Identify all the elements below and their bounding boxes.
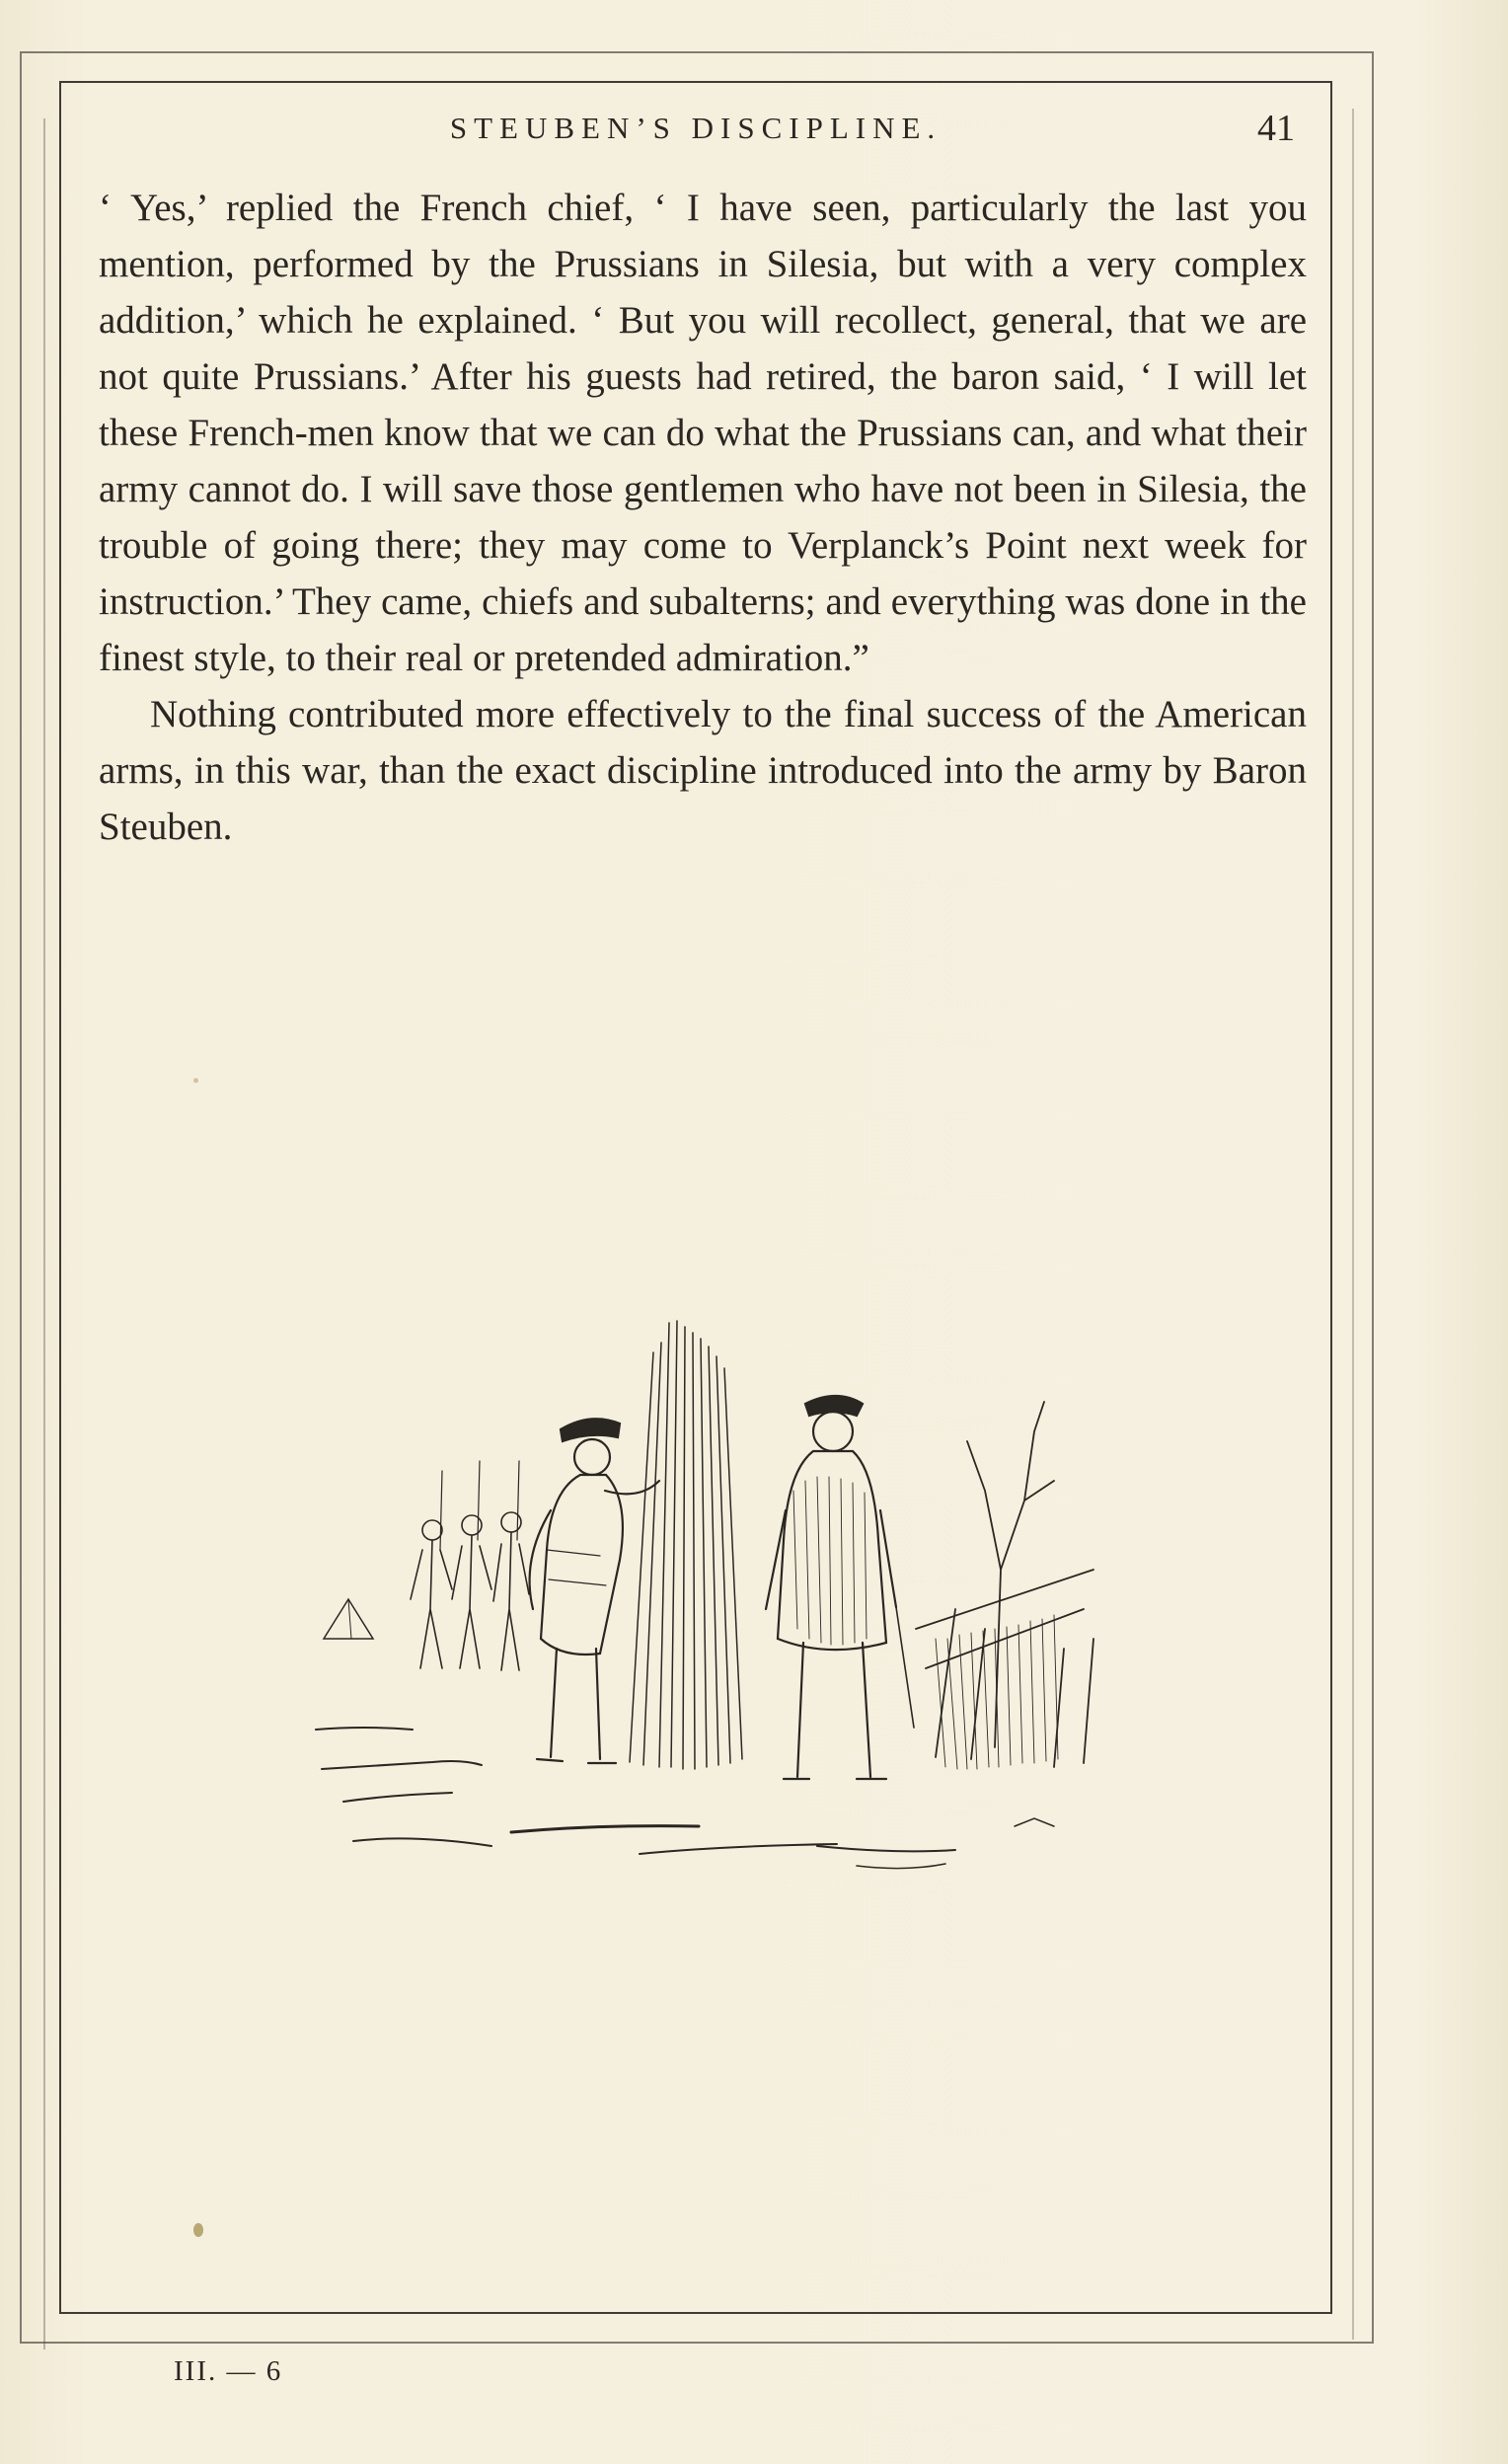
page-number: 41 (1257, 108, 1295, 149)
body-text (99, 180, 1307, 855)
paper-speck (193, 2223, 203, 2237)
engraving-illustration (304, 1313, 1153, 1886)
running-head (59, 108, 1332, 160)
paper-speck (193, 1078, 198, 1083)
frame-margin-rule (1352, 109, 1354, 2340)
frame-margin-rule (43, 118, 45, 2349)
paragraph-2: Nothing contributed more effectively to the final success of the American arms, in this war, than the exact discipline introduced into the army by Baron Steuben. (99, 693, 1307, 848)
running-head-title: STEUBEN’S DISCIPLINE. (449, 111, 942, 145)
signature-mark: III. — 6 (174, 2355, 283, 2387)
soldiers-engraving-drawing (304, 1313, 1153, 1886)
paragraph-1: ‘ Yes,’ replied the French chief, ‘ I have seen, particularly the last you mention, performed by the Prussians in Silesia, but with a very complex addition,’ which he explained. ‘ But you will recollect, general, that we are not quite Prussians.’ After his guests had retired, the baron said, ‘ I will let these French-men know that we can do what the Prussians can, and what their army cannot do. I will save those gentlemen who have not been in Silesia, the trouble of going there; they may come to Verplanck’s Point next week for instruction.’ They came, chiefs and subalterns; and everything was done in the finest style, to their real or pretended admiration.” (99, 187, 1307, 679)
